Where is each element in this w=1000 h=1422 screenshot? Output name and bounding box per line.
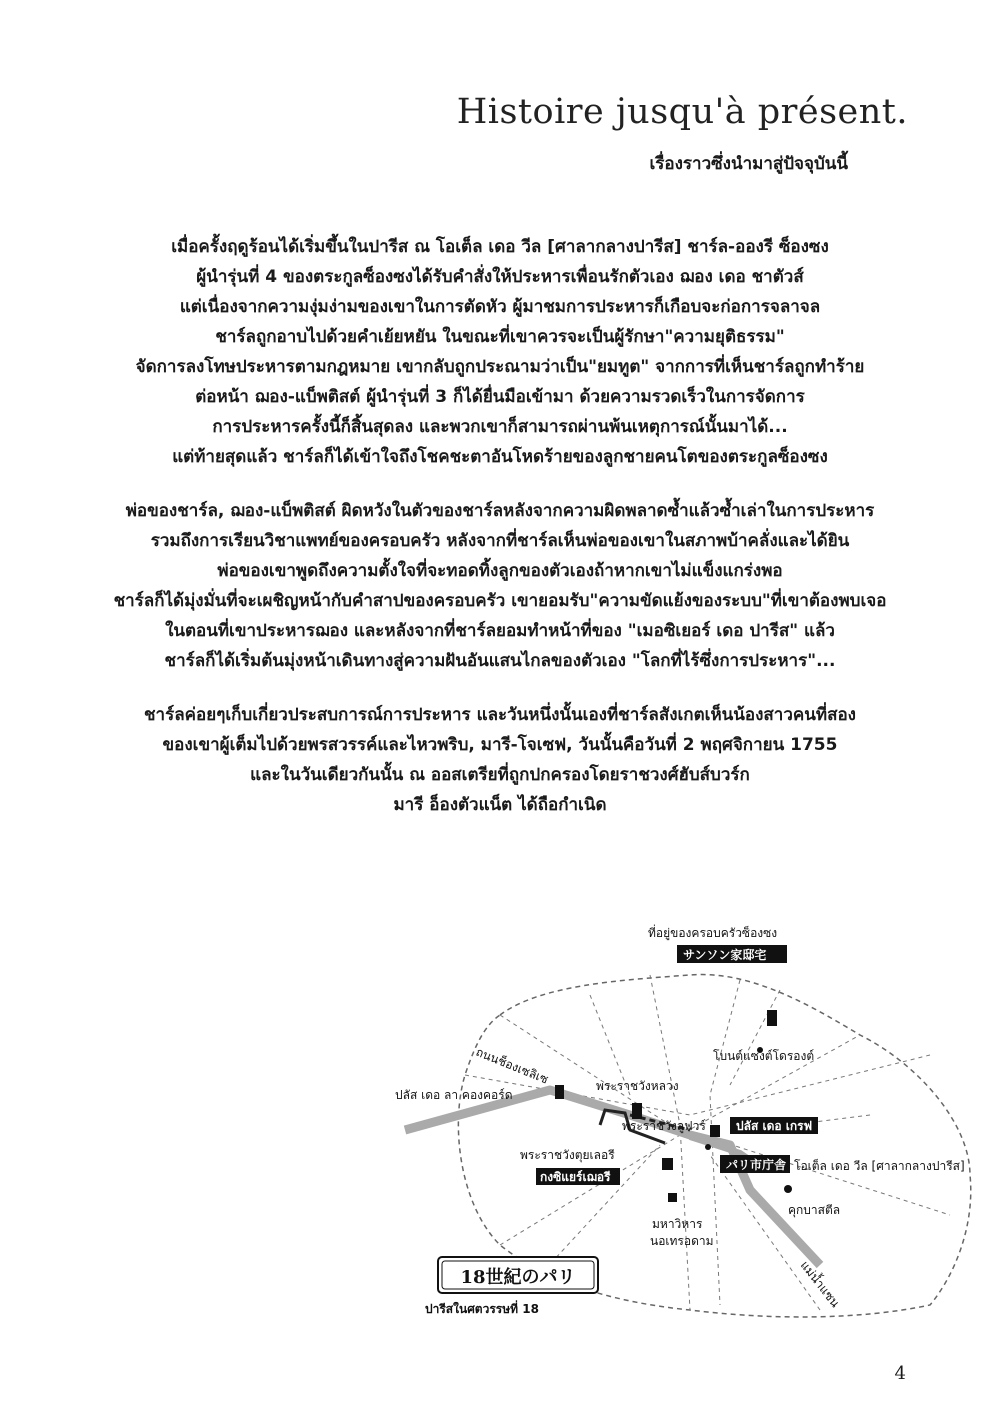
paragraph-line: พ่อของเขาพูดถึงความตั้งใจที่จะทอดทิ้งลูกของตัวเองถ้าหากเขาไม่แข็งแกร่งพอ (217, 561, 783, 581)
paragraph-1 (40, 232, 960, 472)
paragraph-line: จัดการลงโทษประหารตามกฎหมาย เขากลับถูกประณามว่าเป็น"ยมทูต" จากการที่เห็นชาร์ลถูกทำร้าย (135, 357, 865, 377)
story-body (40, 232, 960, 844)
tuileries-label: พระราชวังตุยเลอรี (520, 1148, 615, 1162)
hotel-de-ville-jp-label: パリ市庁舎 (726, 1158, 787, 1172)
page-number: 4 (894, 1363, 906, 1384)
concorde-marker (555, 1085, 564, 1099)
paragraph-line: ในตอนที่เขาประหารฌอง และหลังจากที่ชาร์ลยอมทำหน้าที่ของ "เมอซิเยอร์ เดอ ปารีส" แล้ว (165, 621, 835, 641)
map-caption: ปารีสในศตวรรษที่ 18 (425, 1302, 539, 1316)
hotel-de-ville-marker (710, 1125, 720, 1137)
paragraph-line: ผู้นำรุ่นที่ 4 ของตระกูลซ็องซงได้รับคำสั่งให้ประหารเพื่อนรักตัวเอง ฌอง เดอ ชาตัวส์ (196, 267, 804, 287)
seine-label: แม่น้ำแซน (797, 1258, 843, 1310)
palais-royal-label: พระราชวังหลวง (596, 1079, 679, 1093)
map-title: 18世紀のパリ (460, 1267, 576, 1288)
sanson-home-marker (767, 1010, 777, 1026)
paris-map (390, 915, 990, 1325)
paragraph-line: แต่เนื่องจากความงุ่มง่ามของเขาในการตัดหัว ผู้มาชมการประหารก็เกือบจะก่อการจลาจล (179, 297, 821, 317)
paragraph-line: ชาร์ลถูกอาบไปด้วยคำเย้ยหยัน ในขณะที่เขาควรจะเป็นผู้รักษา"ความยุติธรรม" (215, 327, 785, 347)
palais-royal-marker (632, 1103, 642, 1119)
paragraph-2 (40, 496, 960, 676)
sanson-home-jp-label: サンソン家邸宅 (683, 948, 767, 962)
greve-marker (705, 1144, 711, 1150)
paragraph-3 (40, 700, 960, 820)
paragraph-line: ต่อหน้า ฌอง-แบ็พติสต์ ผู้นำรุ่นที่ 3 ก็ได้ยื่นมือเข้ามา ด้วยความรวดเร็วในการจัดการ (195, 387, 805, 407)
paragraph-line: และในวันเดียวกันนั้น ณ ออสเตรียที่ถูกปกครองโดยราชวงศ์ฮับส์บวร์ก (250, 765, 750, 785)
bonne-nouvelle-label: โบนต์แซงต์โดรองต์ (713, 1049, 815, 1063)
notre-dame-marker (668, 1193, 677, 1202)
paragraph-line: พ่อของชาร์ล, ฌอง-แบ็พติสต์ ผิดหวังในตัวของชาร์ลหลังจากความผิดพลาดซ้ำแล้วซ้ำเล่าในการประหาร (125, 501, 875, 521)
title-thai: เรื่องราวซึ่งนำมาสู่ปัจจุบันนี้ (649, 154, 848, 174)
paragraph-line: รวมถึงการเรียนวิชาแพทย์ของครอบครัว หลังจากที่ชาร์ลเห็นพ่อของเขาในสภาพบ้าคลั่งและได้ยิน (150, 531, 850, 551)
paragraph-line: ชาร์ลก็ได้มุ่งมั่นที่จะเผชิญหน้ากับคำสาปของครอบครัว เขายอมรับ"ความขัดแย้งของระบบ"ที่เขาต้องพบเจอ (113, 591, 887, 611)
greve-label: ปลัส เดอ เกรฟ (736, 1119, 813, 1133)
paragraph-line: แต่ท้ายสุดแล้ว ชาร์ลก็ได้เข้าใจถึงโชคชะตาอันโหดร้ายของลูกชายคนโตของตระกูลซ็องซง (172, 447, 828, 467)
notre-dame-label-1: มหาวิหาร (652, 1217, 703, 1231)
louvre-label: พระราชวังลูฟวร์ (622, 1119, 706, 1133)
paragraph-line: มารี อ็องตัวแน็ต ได้ถือกำเนิด (393, 795, 607, 815)
champs-elysees-label: ถนนช็องเซลิเซ (473, 1044, 551, 1087)
concorde-label: ปลัส เดอ ลา คองคอร์ด (395, 1088, 513, 1102)
bastille-label: คุกบาสตีล (788, 1203, 841, 1217)
paragraph-line: เมื่อครั้งฤดูร้อนได้เริ่มขึ้นในปารีส ณ โอเต็ล เดอ วีล [ศาลากลางปารีส] ชาร์ล-อองรี ซ็องซง (171, 237, 829, 257)
hotel-de-ville-label: โอเต็ล เดอ วีล [ศาลากลางปารีส] (794, 1159, 965, 1173)
paragraph-line: ของเขาผู้เต็มไปด้วยพรสวรรค์และไหวพริบ, มารี-โจเซฟ, วันนั้นคือวันที่ 2 พฤศจิกายน 1755 (162, 735, 838, 755)
title-english: Histoire jusqu'à présent. (456, 92, 908, 132)
paragraph-line: การประหารครั้งนี้ก็สิ้นสุดลง และพวกเขาก็สามารถผ่านพ้นเหตุการณ์นั้นมาได้... (212, 417, 788, 437)
paragraph-line: ชาร์ลก็ได้เริ่มต้นมุ่งหน้าเดินทางสู่ความฝันอันแสนไกลของตัวเอง "โลกที่ไร้ซึ่งการประหาร"... (164, 651, 836, 671)
paris-map-svg (390, 915, 990, 1325)
bastille-marker (784, 1185, 792, 1193)
conciergerie-label: กงซิแยร์เฌอรี (540, 1170, 611, 1184)
sanson-home-label: ที่อยู่ของครอบครัวซ็องซง (648, 926, 778, 940)
conciergerie-marker (662, 1158, 673, 1170)
paragraph-line: ชาร์ลค่อยๆเก็บเกี่ยวประสบการณ์การประหาร และวันหนึ่งนั้นเองที่ชาร์ลสังเกตเห็นน้องสาวคนที่สอง (144, 705, 856, 725)
notre-dame-label-2: นอเทรอดาม (650, 1234, 714, 1248)
